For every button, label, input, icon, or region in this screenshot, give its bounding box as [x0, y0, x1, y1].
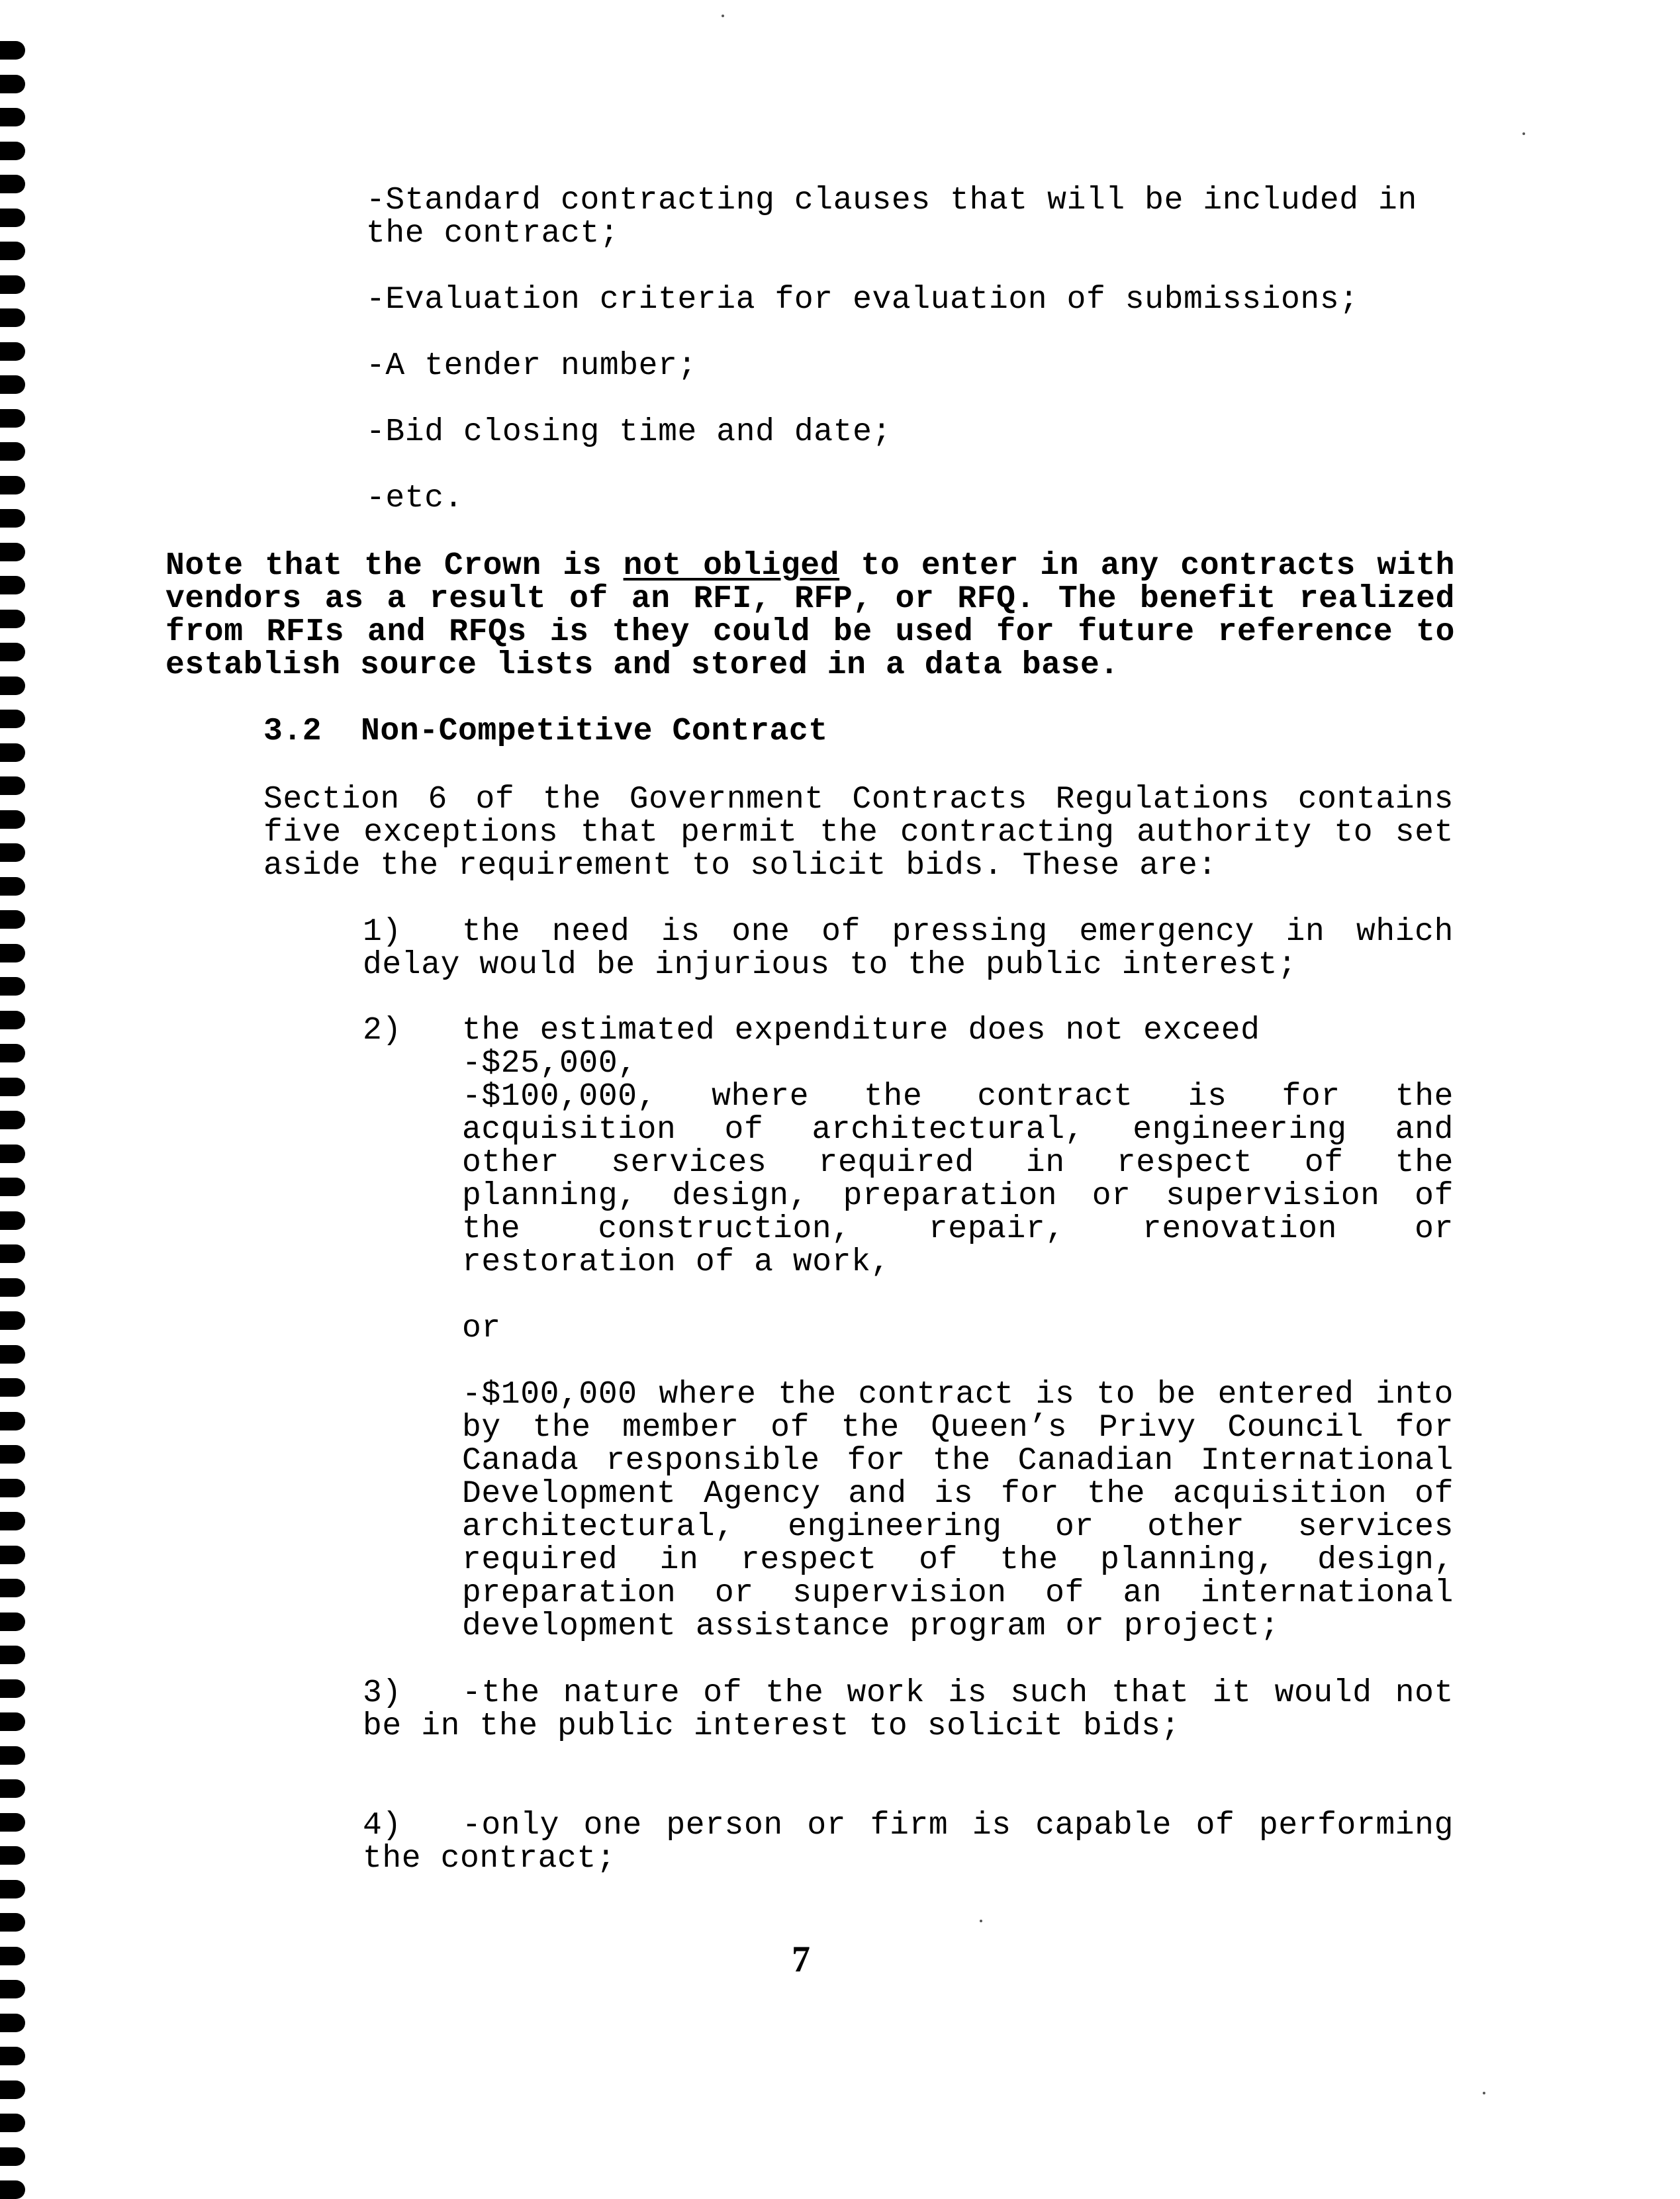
binding-hole — [0, 1078, 25, 1096]
binding-hole — [0, 1980, 25, 1998]
binding-hole — [0, 1044, 25, 1062]
binding-hole — [0, 1111, 25, 1129]
binding-hole — [0, 1244, 25, 1263]
item-4-text: -only one person or firm is capable of performing the contract; — [363, 1808, 1454, 1877]
item-2-lead: the estimated expenditure does not exceed — [462, 1013, 1260, 1049]
binding-hole — [0, 1278, 25, 1297]
binding-hole — [0, 209, 25, 227]
item-2-option-a: -$25,000, — [462, 1046, 637, 1082]
section-number: 3.2 — [263, 714, 322, 749]
binding-hole — [0, 610, 25, 628]
binding-hole — [0, 476, 25, 494]
binding-hole — [0, 175, 25, 193]
binding-hole — [0, 1779, 25, 1798]
binding-hole — [0, 1512, 25, 1530]
binding-hole — [0, 1211, 25, 1230]
binding-hole — [0, 977, 25, 996]
crown-note-end: to enter in any contracts with vendors as a result of an RFI, RFP, or RFQ. The benefit realized from RFIs and RFQs is they could be used for future reference to establish source lists and stored in a data base. — [165, 548, 1456, 683]
binding-hole — [0, 576, 25, 594]
item-2-number: 2) — [363, 1013, 402, 1049]
item-3-number: 3) — [363, 1675, 402, 1711]
binding-hole — [0, 1479, 25, 1497]
scan-speck — [722, 15, 724, 17]
binding-hole — [0, 1145, 25, 1163]
binding-hole — [0, 1646, 25, 1664]
bullet-standard-clauses: -Standard contracting clauses that will be included in the contract; — [366, 183, 1417, 252]
binding-hole — [0, 242, 25, 260]
binding-hole — [0, 1913, 25, 1932]
binding-hole — [0, 643, 25, 661]
scan-speck — [1522, 132, 1525, 135]
binding-hole — [0, 1412, 25, 1430]
binding-hole — [0, 442, 25, 461]
section-title: Non-Competitive Contract — [361, 714, 828, 749]
binding-hole — [0, 275, 25, 294]
binding-hole — [0, 1613, 25, 1631]
binding-hole — [0, 877, 25, 896]
binding-hole — [0, 743, 25, 762]
not-obliged-emphasis: not obliged — [623, 548, 840, 584]
binding-hole — [0, 1178, 25, 1196]
bullet-etc: -etc. — [366, 481, 464, 516]
item-1-number: 1) — [363, 914, 402, 950]
binding-hole — [0, 677, 25, 695]
binding-hole — [0, 1311, 25, 1330]
binding-hole — [0, 2114, 25, 2132]
binding-hole — [0, 776, 25, 795]
binding-hole — [0, 308, 25, 327]
item-2-option-c: -$100,000 where the contract is to be entered into by the member of the Queen’s Privy Council for Canada responsible for the Canadian International Development Agency and is for the acquisition of architectural, engineering or other services required in respect of the planning, design, preparation or supervision of an international development assistance program or project; — [462, 1377, 1454, 1644]
binding-hole — [0, 1345, 25, 1364]
item-2-or: or — [462, 1311, 501, 1346]
binding-hole — [0, 75, 25, 93]
binding-hole — [0, 2180, 25, 2199]
binding-hole — [0, 1679, 25, 1698]
binding-hole — [0, 1546, 25, 1564]
bullet-bid-closing: -Bid closing time and date; — [366, 414, 892, 450]
item-4-number: 4) — [363, 1808, 402, 1844]
item-3-text: -the nature of the work is such that it would not be in the public interest to solicit bids; — [363, 1675, 1454, 1744]
binding-hole — [0, 543, 25, 561]
scan-speck — [980, 1920, 982, 1922]
binding-hole — [0, 1813, 25, 1832]
binding-hole — [0, 108, 25, 126]
binding-hole — [0, 1846, 25, 1865]
binding-hole — [0, 1011, 25, 1029]
binding-hole — [0, 2047, 25, 2065]
binding-hole — [0, 944, 25, 962]
binding-hole — [0, 1445, 25, 1464]
section-intro: Section 6 of the Government Contracts Regulations contains five exceptions that permit the contracting authority to set aside the requirement to solicit bids. These are: — [263, 782, 1454, 884]
bullet-evaluation-criteria: -Evaluation criteria for evaluation of submissions; — [366, 282, 1359, 318]
binding-hole — [0, 2147, 25, 2166]
scan-speck — [1483, 2092, 1485, 2094]
binding-hole — [0, 142, 25, 160]
binding-hole — [0, 843, 25, 862]
item-2-option-b: -$100,000, where the contract is for the acquisition of architectural, engineering and other services required in respect of the planning, design, preparation or supervision of the construction, repair, renovation or restoration of a work, — [462, 1079, 1454, 1280]
binding-hole — [0, 1746, 25, 1765]
binding-hole — [0, 1880, 25, 1898]
page-number: 7 — [792, 1939, 810, 1980]
binding-hole — [0, 375, 25, 394]
binding-hole — [0, 409, 25, 428]
binding-hole — [0, 1579, 25, 1597]
binding-hole — [0, 710, 25, 728]
crown-note-start: Note that the Crown is — [165, 548, 624, 584]
binding-hole — [0, 2081, 25, 2099]
item-1-text: the need is one of pressing emergency in which delay would be injurious to the public interest; — [363, 914, 1454, 983]
binding-hole — [0, 41, 25, 60]
binding-hole — [0, 2014, 25, 2032]
crown-note — [165, 549, 1455, 682]
section-heading — [263, 715, 828, 748]
binding-hole — [0, 910, 25, 929]
binding-hole — [0, 342, 25, 361]
binding-hole — [0, 1378, 25, 1397]
binding-hole — [0, 1947, 25, 1965]
bullet-tender-number: -A tender number; — [366, 348, 697, 384]
binding-hole — [0, 810, 25, 829]
binding-hole — [0, 509, 25, 528]
binding-holes — [0, 26, 26, 2198]
binding-hole — [0, 1712, 25, 1731]
